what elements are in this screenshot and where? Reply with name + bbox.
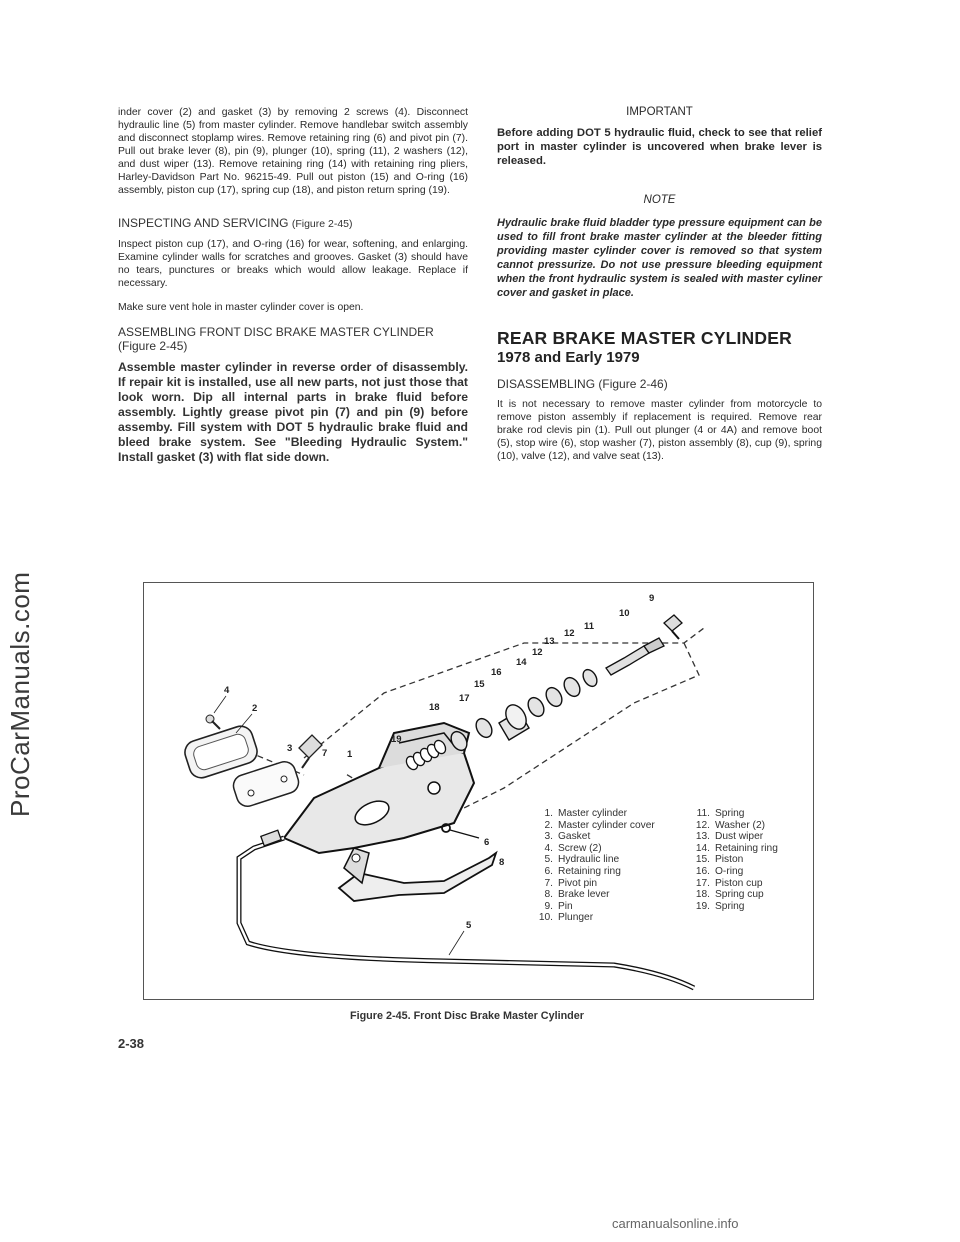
legend-item: 19. Spring — [695, 900, 745, 912]
legend-item: 12. Washer (2) — [695, 819, 766, 831]
legend-item: 18. Spring cup — [695, 889, 764, 901]
callout-3: 3 — [287, 743, 293, 754]
important-label: IMPORTANT — [626, 106, 693, 118]
important-text: Before adding DOT 5 hydraulic fluid, check to see that relief port in master cylinder is uncovered when brake lever is released. — [497, 127, 822, 167]
brake-lever — [339, 848, 496, 901]
callout-16: 16 — [491, 667, 502, 678]
callout-12-lower: 12 — [532, 647, 543, 658]
legend-item: 15. Piston — [695, 854, 744, 866]
legend-item: 3. Gasket — [544, 831, 591, 843]
callout-12-upper: 12 — [564, 628, 575, 639]
legend-left — [533, 808, 655, 924]
callout-9: 9 — [649, 593, 655, 604]
callout-5: 5 — [466, 920, 472, 931]
callout-17: 17 — [459, 693, 470, 704]
pin — [664, 615, 682, 639]
legend-item: 16. O-ring — [695, 865, 744, 877]
manual-page — [112, 96, 822, 1086]
legend-item: 1. Master cylinder — [544, 808, 628, 819]
callout-1: 1 — [347, 749, 353, 760]
rear-disassembly-paragraph: It is not necessary to remove master cylinder from motorcycle to remove piston assembly if replacement is required. Remove rear brake rod clevis pin (1). Pull out plunger (4 or 4A) and remove boot (5), stop wire (6), stop washer (7), piston assembly (8), cup (9), spring (10), valve (12), and valve seat (13). — [497, 399, 822, 462]
legend-item: 17. Piston cup — [695, 877, 763, 889]
callout-2: 2 — [252, 703, 258, 714]
section-heading: REAR BRAKE MASTER CYLINDER — [497, 328, 792, 348]
legend-item: 10. Plunger — [538, 912, 594, 924]
right-column — [497, 106, 822, 474]
callout-14: 14 — [516, 657, 527, 668]
exploded-diagram — [144, 583, 813, 999]
callout-6: 6 — [484, 837, 490, 848]
legend-right — [690, 808, 778, 912]
legend-item: 5. Hydraulic line — [544, 854, 620, 866]
legend-item: 7. Pivot pin — [544, 877, 598, 889]
screw — [206, 715, 220, 729]
gasket — [231, 759, 302, 809]
note-text: Hydraulic brake fluid bladder type pressure equipment can be used to fill front brake master cylinder at the bleeder fitting providing master cylinder cover is removed so that system cannot pressurize. Do not use pressure bleeding equipment when the front hydraulic system is sealed with master cyliner cover and gasket in place. — [497, 217, 822, 299]
callout-11: 11 — [584, 621, 595, 632]
assemble-paragraph: Assemble master cylinder in reverse order of disassembly. If repair kit is installed, use all new parts, not just those that look worn. Dip all internal parts in brake fluid before assembly. Lightly grease pivot pin (7) and pin (9) before assemby. Fill system with DOT 5 hydraulic brake fluid and bleed brake system. See "Bleeding Hydraulic System." Install gasket (3) with flat side down. — [118, 360, 468, 464]
side-watermark: ProCarManuals.com — [5, 571, 35, 817]
figure-caption: Figure 2-45. Front Disc Brake Master Cylinder — [349, 1010, 584, 1022]
callout-4: 4 — [224, 685, 230, 696]
legend-item: 2. Master cylinder cover — [544, 819, 655, 831]
callout-8: 8 — [499, 857, 505, 868]
assemble-heading: ASSEMBLING FRONT DISC BRAKE MASTER CYLINDER (Figure 2-45) — [118, 325, 434, 353]
callout-15: 15 — [474, 679, 485, 690]
left-column — [118, 106, 468, 476]
callout-18: 18 — [429, 702, 440, 713]
pivot-pin — [299, 735, 322, 768]
inspect-heading-text: INSPECTING AND SERVICING — [118, 216, 289, 230]
retaining-ring — [442, 824, 479, 838]
footer-watermark: carmanualsonline.info — [612, 1216, 739, 1231]
inspect-heading-figure: (Figure 2-45) — [291, 218, 353, 230]
vent-hole-paragraph: Make sure vent hole in master cylinder cover is open. — [118, 302, 364, 313]
callout-13: 13 — [544, 636, 555, 647]
inspect-heading — [118, 217, 468, 231]
disassembling-heading: DISASSEMBLING (Figure 2-46) — [497, 377, 668, 391]
legend-item: 14. Retaining ring — [695, 842, 778, 854]
legend-item: 6. Retaining ring — [544, 865, 621, 877]
legend-item: 8. Brake lever — [544, 889, 610, 901]
page-number: 2-38 — [118, 1036, 145, 1051]
legend-item: 4. Screw (2) — [544, 842, 602, 854]
callout-19: 19 — [391, 734, 402, 745]
legend-item: 11. Spring — [696, 808, 745, 819]
callout-10: 10 — [619, 608, 630, 619]
figure-2-45 — [143, 582, 814, 1000]
inspect-paragraph: Inspect piston cup (17), and O-ring (16) for wear, softening, and enlarging. Examine cylinder walls for scratches and grooves. Gasket (3) should have no tears, punctures or breaks which would allow leakage. Replace if necessary. — [118, 239, 468, 289]
legend-item: 9. Pin — [544, 900, 573, 912]
disassembly-paragraph: inder cover (2) and gasket (3) by removing 2 screws (4). Disconnect hydraulic line (5) from master cylinder. Remove handlebar switch assembly and disconnect stoplamp wires. Remove retaining ring (6) and pivot pin (7). Pull out brake lever (8), pin (9), plunger (10), spring (11), 2 washers (12), and dust wiper (13). Remove retaining ring (14) with retaining ring pliers, Harley-Davidson Part No. 96215-49. Pull out piston (15) and O-ring (16) assembly, piston cup (17), spring cup (18), and piston return spring (19). — [118, 107, 468, 196]
callout-7: 7 — [322, 748, 328, 759]
legend-item: 13. Dust wiper — [695, 831, 764, 843]
note-label: NOTE — [643, 194, 676, 206]
section-subheading: 1978 and Early 1979 — [497, 349, 640, 366]
